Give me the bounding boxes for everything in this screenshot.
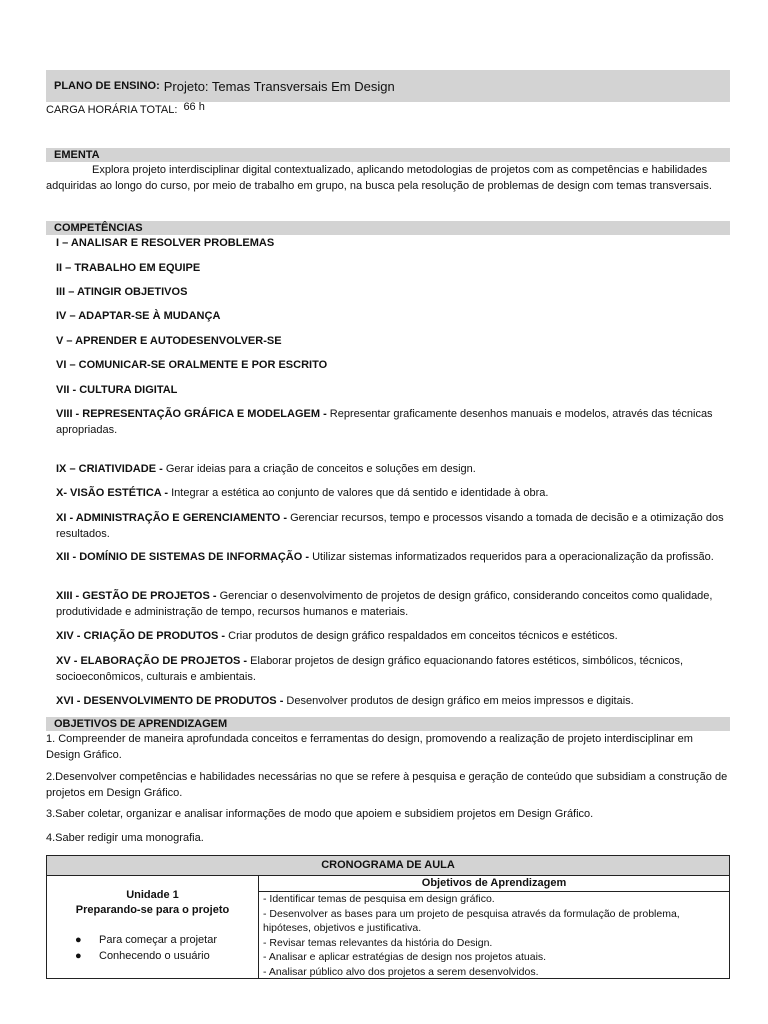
competencia-item: [56, 407, 726, 438]
competencia-title: VI – COMUNICAR-SE ORALMENTE E POR ESCRITO: [56, 359, 328, 371]
workload: [46, 101, 205, 116]
workload-value: 66 h: [183, 101, 205, 113]
competencia-item: [56, 589, 726, 620]
competencia-title: V – APRENDER E AUTODESENVOLVER-SE: [56, 335, 282, 347]
objetivo-item: 4.Saber redigir uma monografia.: [46, 832, 204, 844]
unit-subtitle: Preparando-se para o projeto: [75, 904, 230, 916]
objetivo-item: 2.Desenvolver competências e habilidades necessárias no que se refere à pesquisa e geração de conteúdo que subsidiam a construção de projetos em Design Gráfico.: [46, 771, 728, 799]
competencia-desc: Criar produtos de design gráfico respaldados em conceitos técnicos e estéticos.: [225, 630, 618, 642]
competencia-item: [56, 654, 726, 685]
workload-label: CARGA HORÁRIA TOTAL:: [46, 104, 178, 116]
competencias-heading: COMPETÊNCIAS: [46, 221, 730, 235]
objectives-column-heading: Objetivos de Aprendizagem: [259, 876, 729, 892]
competencia-item: [56, 550, 726, 566]
objective-line: - Analisar e aplicar estratégias de design nos projetos atuais.: [263, 951, 547, 963]
competencia-desc: Integrar a estética ao conjunto de valores que dá sentido e identidade à obra.: [168, 487, 549, 499]
competencia-item: [56, 334, 726, 350]
cronograma-table: [46, 855, 730, 979]
objetivo-item: 1. Compreender de maneira aprofundada conceitos e ferramentas do design, promovendo a realização de projeto interdisciplinar em Design Gráfico.: [46, 733, 693, 761]
bullet-icon: ●: [75, 950, 82, 962]
competencia-title: VII - CULTURA DIGITAL: [56, 384, 178, 396]
unit-bullet-label: Para começar a projetar: [99, 934, 217, 946]
competencia-desc: Representar graficamente desenhos manuais e modelos, através das técnicas apropriadas.: [56, 408, 713, 436]
competencia-desc: Elaborar projetos de design gráfico equacionando fatores estéticos, simbólicos, técnicos, socioeconômicos, culturais e ambientais.: [56, 655, 684, 683]
competencia-title: XI - ADMINISTRAÇÃO E GERENCIAMENTO -: [56, 512, 288, 524]
competencia-item: [56, 285, 726, 301]
competencia-desc: Gerenciar recursos, tempo e processos visando a tomada de decisão e a otimização dos resultados.: [56, 512, 724, 540]
unit-name: Unidade 1: [126, 889, 179, 901]
objective-line: - Desenvolver as bases para um projeto de pesquisa através da formulação de problema, hipóteses, objetivos e justificativa.: [263, 907, 680, 934]
competencia-title: XV - ELABORAÇÃO DE PROJETOS -: [56, 655, 248, 667]
plan-title: Projeto: Temas Transversais Em Design: [163, 78, 395, 94]
competencia-item: [56, 236, 726, 252]
competencia-title: XIV - CRIAÇÃO DE PRODUTOS -: [56, 630, 226, 642]
competencia-item: [56, 694, 726, 710]
competencia-desc: Utilizar sistemas informatizados requeridos para a operacionalização da profissão.: [309, 551, 714, 563]
ementa-text: Explora projeto interdisciplinar digital contextualizado, aplicando metodologias de projetos com as competências e habilidades adquiridas ao longo do curso, por meio de trabalho em grupo, na busca pela resolução de problemas de design com temas transversais.: [46, 164, 712, 192]
competencia-title: III – ATINGIR OBJETIVOS: [56, 286, 188, 298]
competencia-desc: Gerar ideias para a criação de conceitos e soluções em design.: [162, 463, 476, 475]
objective-line: - Revisar temas relevantes da história do Design.: [263, 936, 493, 949]
competencia-item: [56, 462, 726, 478]
objective-line: - Identificar temas de pesquisa em design gráfico.: [263, 893, 495, 905]
competencia-title: IV – ADAPTAR-SE À MUDANÇA: [56, 310, 221, 322]
ementa-heading: EMENTA: [46, 148, 730, 162]
unit-bullet-item: [75, 934, 217, 946]
objectives-list: [263, 892, 725, 979]
competencia-title: IX – CRIATIVIDADE -: [56, 463, 163, 475]
competencia-title: VIII - REPRESENTAÇÃO GRÁFICA E MODELAGEM -: [56, 408, 327, 420]
competencia-item: [56, 511, 726, 542]
unit-bullet-item: [75, 950, 210, 962]
plan-title-bar: [46, 70, 730, 102]
competencia-title: II – TRABALHO EM EQUIPE: [56, 262, 201, 274]
bullet-icon: ●: [75, 934, 82, 946]
unit-cell: [47, 876, 259, 978]
competencia-item: [56, 629, 726, 645]
competencia-title: XVI - DESENVOLVIMENTO DE PRODUTOS -: [56, 695, 284, 707]
objective-line: - Analisar público alvo dos projetos a serem desenvolvidos.: [263, 965, 539, 978]
competencia-item: [56, 261, 726, 277]
plan-label: PLANO DE ENSINO:: [54, 80, 160, 92]
competencia-desc: Desenvolver produtos de design gráfico em meios impressos e digitais.: [283, 695, 634, 707]
competencia-item: [56, 383, 726, 399]
competencia-item: [56, 358, 726, 374]
competencia-item: [56, 309, 726, 325]
cronograma-heading: CRONOGRAMA DE AULA: [47, 856, 729, 876]
competencia-title: XIII - GESTÃO DE PROJETOS -: [56, 590, 217, 602]
unit-bullet-label: Conhecendo o usuário: [99, 950, 210, 962]
objetivo-item: 3.Saber coletar, organizar e analisar informações de modo que apoiem e subsidiem projetos em Design Gráfico.: [46, 808, 594, 820]
objetivos-heading: OBJETIVOS DE APRENDIZAGEM: [46, 717, 730, 731]
competencia-item: [56, 486, 726, 502]
competencia-title: XII - DOMÍNIO DE SISTEMAS DE INFORMAÇÃO -: [56, 551, 310, 563]
competencia-desc: Gerenciar o desenvolvimento de projetos de design gráfico, considerando conceitos como qualidade, produtividade e administração de tempo, recursos humanos e materiais.: [56, 590, 713, 618]
competencia-title: I – ANALISAR E RESOLVER PROBLEMAS: [56, 237, 275, 249]
competencia-title: X- VISÃO ESTÉTICA -: [56, 487, 169, 499]
